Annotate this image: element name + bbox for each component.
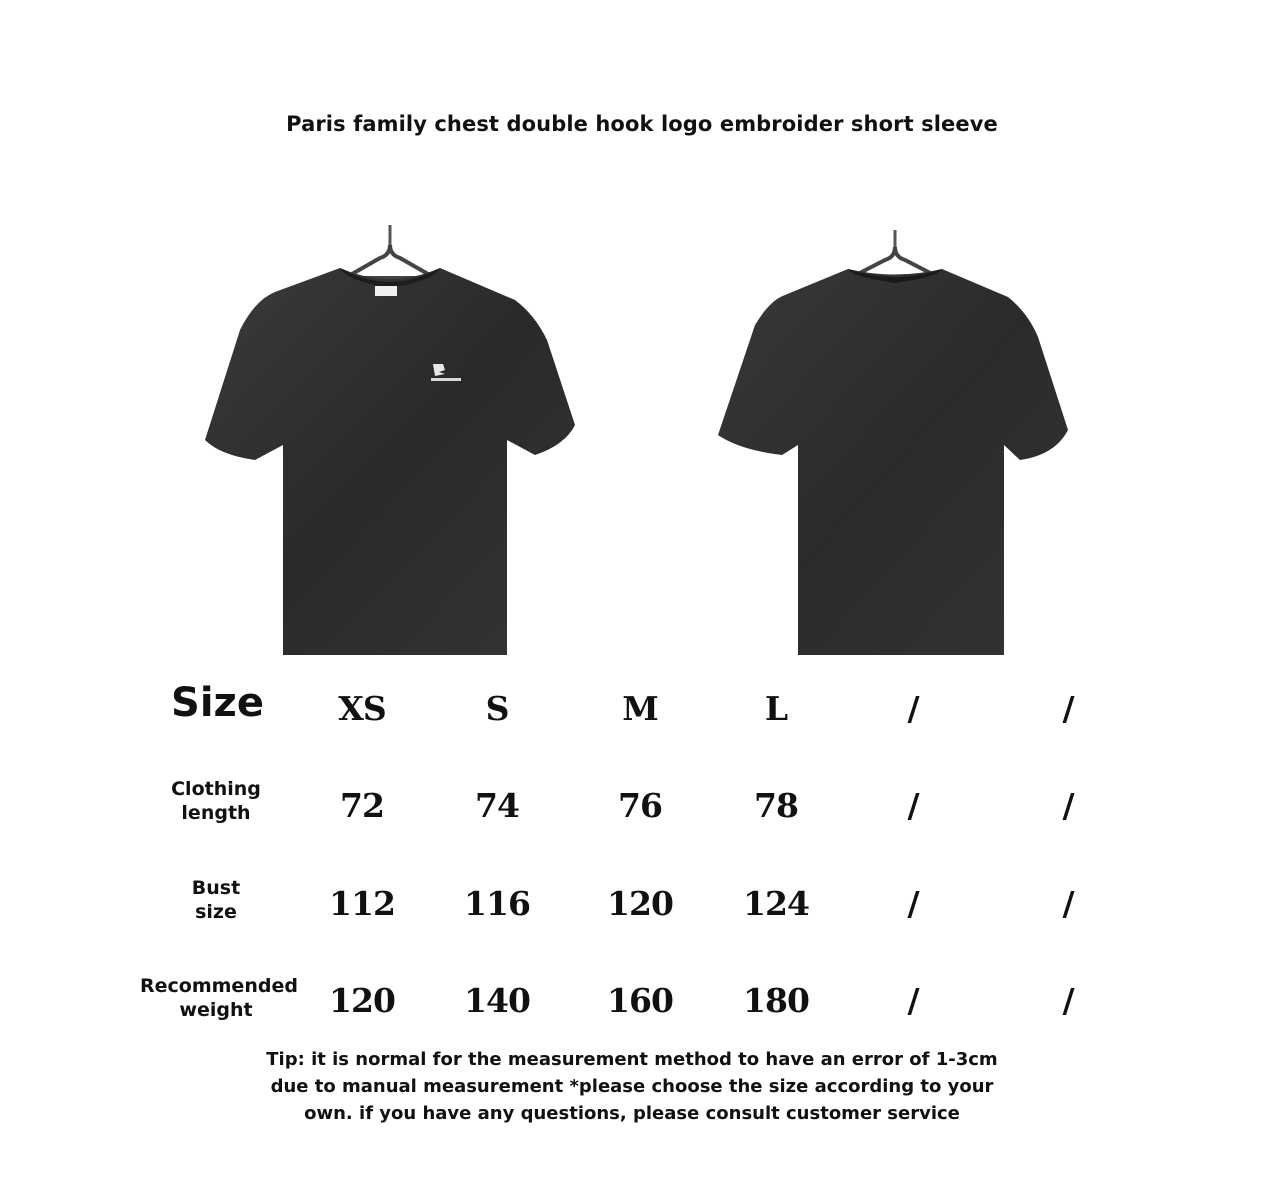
bust-size-label-line1: Bust	[191, 877, 241, 899]
table-cell: 120	[607, 884, 673, 923]
hanger-icon	[852, 230, 938, 277]
table-cell: /	[1062, 786, 1074, 825]
tshirt-back-image	[710, 225, 1080, 665]
tip-line: own. if you have any questions, please consult customer service	[304, 1103, 960, 1124]
table-cell: 180	[743, 981, 809, 1020]
hanger-icon	[345, 225, 435, 278]
table-cell: 140	[464, 981, 530, 1020]
bust-size-label-line2: size	[195, 901, 237, 923]
recommended-weight-label	[140, 974, 298, 1022]
table-cell: /	[1062, 884, 1074, 923]
table-cell: 74	[475, 786, 519, 825]
recommended-weight-label-line1: Recommended	[140, 975, 298, 997]
table-cell: /	[907, 786, 919, 825]
size-header-cell: XS	[338, 689, 386, 728]
table-cell: /	[907, 981, 919, 1020]
table-cell: /	[1062, 981, 1074, 1020]
table-cell: 120	[329, 981, 395, 1020]
bust-size-label	[140, 876, 292, 924]
table-cell: 160	[607, 981, 673, 1020]
clothing-length-label-line1: Clothing	[171, 778, 261, 800]
table-cell: 78	[754, 786, 798, 825]
table-cell: 76	[618, 786, 662, 825]
clothing-length-label	[140, 777, 292, 825]
page-title: Paris family chest double hook logo embroider short sleeve	[286, 112, 998, 136]
table-cell: 112	[329, 884, 395, 923]
table-cell: 124	[743, 884, 809, 923]
table-cell: 116	[464, 884, 530, 923]
table-cell: 72	[340, 786, 384, 825]
measurement-tip	[0, 1046, 1264, 1127]
size-header-cell: L	[764, 689, 788, 728]
size-header-cell: M	[622, 689, 658, 728]
recommended-weight-label-line2: weight	[179, 999, 253, 1021]
size-header-cell: /	[907, 689, 919, 728]
tip-line: due to manual measurement *please choose the size according to your	[270, 1076, 994, 1097]
tshirt-front-image	[195, 220, 585, 665]
size-header-label: Size	[171, 680, 264, 726]
table-cell: /	[907, 884, 919, 923]
size-header-cell: S	[485, 689, 509, 728]
size-header-cell: /	[1062, 689, 1074, 728]
clothing-length-label-line2: length	[181, 802, 251, 824]
tip-line: Tip: it is normal for the measurement method to have an error of 1-3cm	[266, 1049, 998, 1070]
